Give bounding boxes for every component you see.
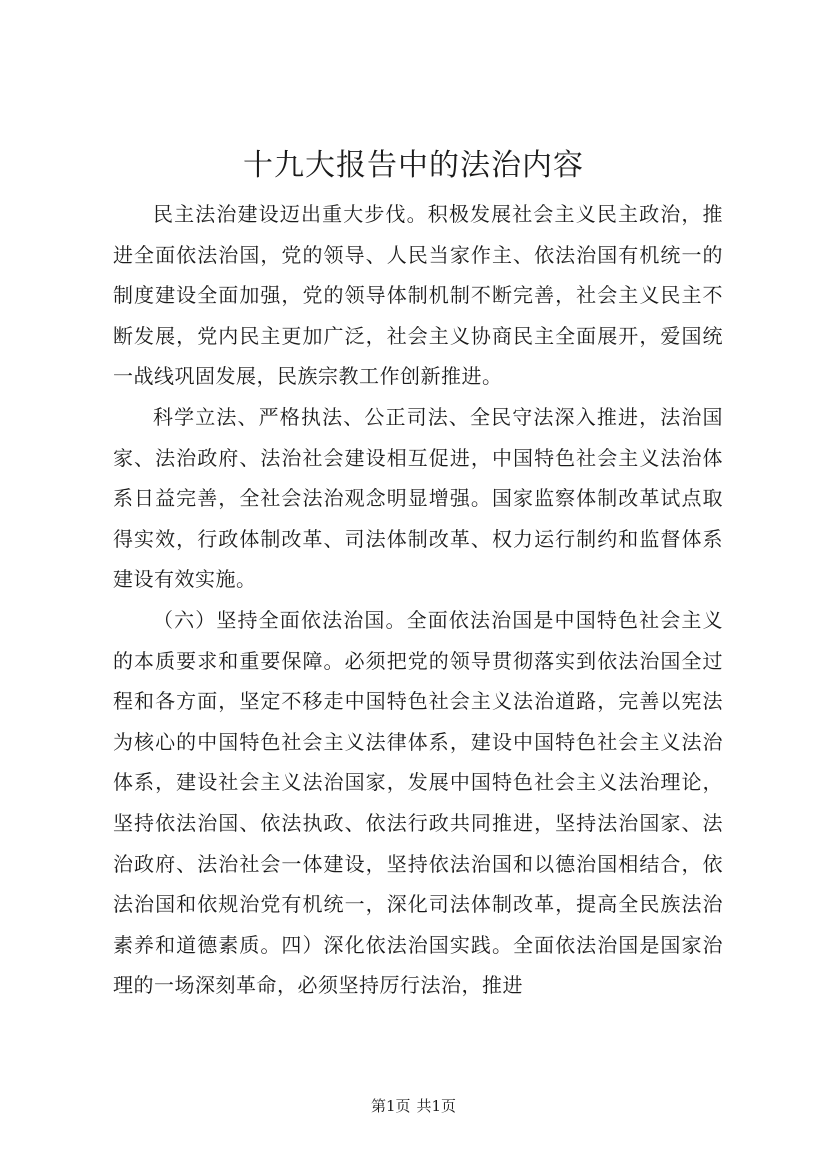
paragraph-1: 民主法治建设迈出重大步伐。积极发展社会主义民主政治，推进全面依法治国，党的领导、人民当家作主、依法治国有机统一的制度建设全面加强，党的领导体制机制不断完善，社会主义民主不断发展，党内民主更加广泛，社会主义协商民主全面展开，爱国统一战线巩固发展，民族宗教工作创新推进。 xyxy=(113,202,723,389)
page-number: 第1页 xyxy=(370,1097,411,1115)
document-body xyxy=(113,194,723,1006)
paragraph-2: 科学立法、严格执法、公正司法、全民守法深入推进，法治国家、法治政府、法治社会建设相互促进，中国特色社会主义法治体系日益完善，全社会法治观念明显增强。国家监察体制改革试点取得实效，行政体制改革、司法体制改革、权力运行制约和监督体系建设有效实施。 xyxy=(113,404,723,592)
paragraph-3: （六）坚持全面依法治国。全面依法治国是中国特色社会主义的本质要求和重要保障。必须把党的领导贯彻落实到依法治国全过程和各方面，坚定不移走中国特色社会主义法治道路，完善以宪法为核心的中国特色社会主义法律体系，建设中国特色社会主义法治体系，建设社会主义法治国家，发展中国特色社会主义法治理论，坚持依法治国、依法执政、依法行政共同推进，坚持法治国家、法治政府、法治社会一体建设，坚持依法治国和以德治国相结合，依法治国和依规治党有机统一，深化司法体制改革，提高全民族法治素养和道德素质。四）深化依法治国实践。全面依法治国是国家治理的一场深刻革命，必须坚持厉行法治，推进 xyxy=(113,607,723,998)
page-footer xyxy=(0,1096,827,1116)
page-total: 共1页 xyxy=(416,1097,457,1115)
page-title: 十九大报告中的法治内容 xyxy=(243,148,584,183)
